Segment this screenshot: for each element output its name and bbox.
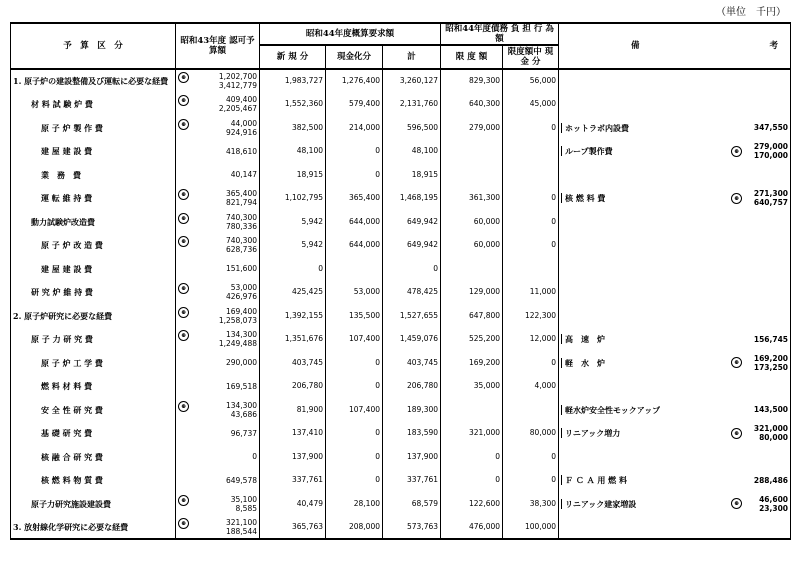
row-total: 0 (383, 257, 441, 281)
row-total: 68,579 (383, 492, 441, 516)
row-label: 動力試験炉改造費 (11, 210, 176, 234)
prev-value-2: 8,585 (235, 503, 257, 513)
row-prev-year (176, 140, 260, 164)
prev-value-2: 821,794 (225, 198, 257, 208)
row-remarks (559, 281, 791, 305)
row-period-cash: 45,000 (503, 93, 559, 117)
remark-mark-icon: ⊕ (731, 357, 742, 368)
row-cash: 214,000 (326, 116, 383, 140)
table-row (11, 351, 791, 375)
row-total: 48,100 (383, 140, 441, 164)
row-cash: 28,100 (326, 492, 383, 516)
row-period-cash: 0 (503, 445, 559, 469)
row-prev-year (176, 375, 260, 399)
remark-value: 288,486 (753, 475, 789, 485)
row-label: 3. 放射線化学研究に必要な経費 (11, 516, 176, 540)
row-label: 1. 原子炉の建設整備及び運転に必要な経費 (11, 69, 176, 93)
row-total: 2,131,760 (383, 93, 441, 117)
remark-text: ループ製作費 (561, 146, 613, 156)
row-total: 189,300 (383, 398, 441, 422)
prev-value-2: 43,686 (230, 409, 257, 419)
prev-value: 409,400 (225, 95, 257, 105)
remark-value: 46,600 (759, 494, 789, 504)
row-limit (441, 163, 503, 187)
row-total: 337,761 (383, 469, 441, 493)
remark-mark-icon: ⊕ (731, 193, 742, 204)
row-label: 安 全 性 研 究 費 (11, 398, 176, 422)
row-new: 403,745 (260, 351, 326, 375)
row-remarks (559, 257, 791, 281)
row-cash: 365,400 (326, 187, 383, 211)
remark-text: 軽 水 炉 (561, 358, 605, 368)
row-period-cash: 56,000 (503, 69, 559, 93)
remark-value: 156,745 (753, 334, 789, 344)
row-prev-year (176, 469, 260, 493)
row-remarks (559, 116, 791, 140)
row-remarks (559, 398, 791, 422)
row-new: 0 (260, 257, 326, 281)
row-prev-year (176, 187, 260, 211)
remark-text: Ｆ Ｃ Ａ 用 燃 料 (561, 475, 627, 485)
row-new: 5,942 (260, 234, 326, 258)
row-remarks (559, 469, 791, 493)
table-row (11, 516, 791, 540)
remark-value: 169,200 (753, 353, 789, 363)
row-remarks (559, 210, 791, 234)
prev-value: 169,400 (225, 306, 257, 316)
row-total: 596,500 (383, 116, 441, 140)
row-limit: 361,300 (441, 187, 503, 211)
row-remarks (559, 445, 791, 469)
row-remarks (559, 93, 791, 117)
row-limit: 129,000 (441, 281, 503, 305)
row-limit: 0 (441, 445, 503, 469)
prev-value-2: 2,205,467 (218, 104, 257, 114)
row-period-cash: 80,000 (503, 422, 559, 446)
table-row (11, 422, 791, 446)
row-total: 403,745 (383, 351, 441, 375)
row-new: 337,761 (260, 469, 326, 493)
row-limit: 35,000 (441, 375, 503, 399)
row-remarks (559, 375, 791, 399)
row-limit: 476,000 (441, 516, 503, 540)
table-row (11, 257, 791, 281)
row-prev-year (176, 328, 260, 352)
prev-value-2: 1,249,488 (218, 339, 257, 349)
prev-value: 1,202,700 (218, 72, 257, 82)
approved-mark-icon: ⊕ (178, 72, 189, 83)
row-total: 1,468,195 (383, 187, 441, 211)
row-cash: 644,000 (326, 234, 383, 258)
row-prev-year (176, 69, 260, 93)
row-total: 206,780 (383, 375, 441, 399)
prev-value-2: 628,736 (225, 245, 257, 255)
row-period-cash: 38,300 (503, 492, 559, 516)
row-label: 材 料 試 験 炉 費 (11, 93, 176, 117)
prev-value: 53,000 (230, 283, 257, 293)
table-row (11, 304, 791, 328)
row-cash: 0 (326, 445, 383, 469)
row-prev-year (176, 116, 260, 140)
row-remarks (559, 328, 791, 352)
header-remarks-2: 考 (769, 41, 779, 51)
row-total: 3,260,127 (383, 69, 441, 93)
row-cash: 208,000 (326, 516, 383, 540)
row-new: 206,780 (260, 375, 326, 399)
prev-value: 169,518 (225, 381, 257, 391)
row-new: 365,763 (260, 516, 326, 540)
remark-value-2: 170,000 (753, 151, 789, 161)
prev-value: 740,300 (225, 212, 257, 222)
table-row (11, 328, 791, 352)
row-limit: 647,800 (441, 304, 503, 328)
row-label: 運 転 維 持 費 (11, 187, 176, 211)
budget-table (10, 22, 791, 540)
header-prev-year: 昭和43年度 認可予算額 (176, 23, 260, 69)
remark-text: ホットラボ内設費 (561, 123, 629, 133)
table-row (11, 163, 791, 187)
row-prev-year (176, 422, 260, 446)
row-label: 2. 原子炉研究に必要な経費 (11, 304, 176, 328)
row-new: 48,100 (260, 140, 326, 164)
table-row (11, 210, 791, 234)
approved-mark-icon: ⊕ (178, 236, 189, 247)
row-prev-year (176, 351, 260, 375)
table-row (11, 445, 791, 469)
row-period-cash (503, 163, 559, 187)
header-cash: 現金化分 (326, 45, 383, 69)
row-new: 382,500 (260, 116, 326, 140)
row-new: 40,479 (260, 492, 326, 516)
table-row (11, 93, 791, 117)
table-row (11, 187, 791, 211)
row-cash: 579,400 (326, 93, 383, 117)
row-prev-year (176, 257, 260, 281)
row-cash: 0 (326, 469, 383, 493)
row-cash: 644,000 (326, 210, 383, 234)
row-label: 建 屋 建 設 費 (11, 140, 176, 164)
row-prev-year (176, 93, 260, 117)
row-limit: 640,300 (441, 93, 503, 117)
remark-mark-icon: ⊕ (731, 428, 742, 439)
approved-mark-icon: ⊕ (178, 330, 189, 341)
row-cash: 0 (326, 375, 383, 399)
remark-text: 軽水炉安全性モックアップ (561, 405, 660, 415)
row-prev-year (176, 445, 260, 469)
remark-value: 271,300 (753, 189, 789, 199)
row-period-cash: 0 (503, 187, 559, 211)
remark-value-2: 173,250 (753, 362, 789, 372)
table-row (11, 281, 791, 305)
row-period-cash (503, 140, 559, 164)
row-new: 1,983,727 (260, 69, 326, 93)
prev-value-2: 780,336 (225, 221, 257, 231)
approved-mark-icon: ⊕ (178, 307, 189, 318)
row-remarks (559, 140, 791, 164)
row-cash (326, 257, 383, 281)
row-total: 1,459,076 (383, 328, 441, 352)
row-new: 1,351,676 (260, 328, 326, 352)
row-new: 137,410 (260, 422, 326, 446)
prev-value: 290,000 (225, 358, 257, 368)
row-cash: 1,276,400 (326, 69, 383, 93)
row-total: 478,425 (383, 281, 441, 305)
remark-mark-icon: ⊕ (731, 498, 742, 509)
row-prev-year (176, 398, 260, 422)
row-remarks (559, 492, 791, 516)
header-debt-group: 昭和44年度債務 負 担 行 為 額 (441, 23, 559, 45)
row-prev-year (176, 281, 260, 305)
prev-value-2: 188,544 (225, 526, 257, 536)
remark-value: 279,000 (753, 142, 789, 152)
remark-value-2: 23,300 (759, 503, 789, 513)
table-row (11, 375, 791, 399)
prev-value: 44,000 (230, 118, 257, 128)
row-cash: 0 (326, 140, 383, 164)
prev-value-2: 1,258,073 (218, 315, 257, 325)
header-total: 計 (383, 45, 441, 69)
row-total: 18,915 (383, 163, 441, 187)
remark-text: リニアック増力 (561, 428, 620, 438)
row-period-cash (503, 257, 559, 281)
row-period-cash: 11,000 (503, 281, 559, 305)
header-category: 予 算 区 分 (11, 23, 176, 69)
row-period-cash: 0 (503, 351, 559, 375)
row-remarks (559, 516, 791, 540)
approved-mark-icon: ⊕ (178, 495, 189, 506)
prev-value: 418,610 (225, 146, 257, 156)
header-request-group: 昭和44年度概算要求額 (260, 23, 441, 45)
header-remarks (559, 23, 791, 69)
row-prev-year (176, 304, 260, 328)
remark-text: リニアック建家増設 (561, 499, 636, 509)
row-label: 業 務 費 (11, 163, 176, 187)
row-new: 1,102,795 (260, 187, 326, 211)
row-limit: 321,000 (441, 422, 503, 446)
approved-mark-icon: ⊕ (178, 518, 189, 529)
row-period-cash: 12,000 (503, 328, 559, 352)
row-label: 原 子 炉 工 学 費 (11, 351, 176, 375)
row-new: 5,942 (260, 210, 326, 234)
prev-value: 151,600 (225, 264, 257, 274)
row-remarks (559, 234, 791, 258)
header-period-cash: 限度額中 現 金 分 (503, 45, 559, 69)
row-period-cash (503, 398, 559, 422)
remark-text: 核 燃 料 費 (561, 193, 605, 203)
row-label: 研 究 炉 維 持 費 (11, 281, 176, 305)
row-total: 137,900 (383, 445, 441, 469)
row-new: 1,392,155 (260, 304, 326, 328)
prev-value-2: 426,976 (225, 292, 257, 302)
row-total: 183,590 (383, 422, 441, 446)
approved-mark-icon: ⊕ (178, 283, 189, 294)
approved-mark-icon: ⊕ (178, 189, 189, 200)
row-total: 649,942 (383, 234, 441, 258)
prev-value-2: 924,916 (225, 127, 257, 137)
unit-label: （単位 千円） (716, 7, 786, 18)
row-limit: 169,200 (441, 351, 503, 375)
table-row (11, 492, 791, 516)
prev-value: 0 (252, 452, 257, 462)
row-prev-year (176, 163, 260, 187)
row-label: 原 子 炉 製 作 費 (11, 116, 176, 140)
prev-value: 740,300 (225, 236, 257, 246)
row-label: 原子力研究施設建設費 (11, 492, 176, 516)
prev-value: 40,147 (230, 170, 257, 180)
row-prev-year (176, 492, 260, 516)
prev-value: 35,100 (230, 494, 257, 504)
table-row (11, 234, 791, 258)
row-remarks (559, 351, 791, 375)
row-limit: 525,200 (441, 328, 503, 352)
approved-mark-icon: ⊕ (178, 95, 189, 106)
row-limit: 0 (441, 469, 503, 493)
approved-mark-icon: ⊕ (178, 401, 189, 412)
approved-mark-icon: ⊕ (178, 213, 189, 224)
row-label: 燃 料 材 料 費 (11, 375, 176, 399)
row-cash: 107,400 (326, 328, 383, 352)
row-period-cash: 4,000 (503, 375, 559, 399)
row-remarks (559, 69, 791, 93)
row-cash: 53,000 (326, 281, 383, 305)
prev-value: 649,578 (225, 475, 257, 485)
table-row (11, 469, 791, 493)
row-limit (441, 257, 503, 281)
row-cash: 0 (326, 163, 383, 187)
row-remarks (559, 422, 791, 446)
row-remarks (559, 163, 791, 187)
row-new: 18,915 (260, 163, 326, 187)
remark-text: 高 速 炉 (561, 334, 605, 344)
remark-value: 347,550 (753, 123, 789, 133)
row-cash: 107,400 (326, 398, 383, 422)
table-row (11, 116, 791, 140)
row-total: 649,942 (383, 210, 441, 234)
table-row (11, 140, 791, 164)
row-limit: 60,000 (441, 210, 503, 234)
row-remarks (559, 304, 791, 328)
row-prev-year (176, 210, 260, 234)
header-new: 新 規 分 (260, 45, 326, 69)
table-row (11, 398, 791, 422)
row-period-cash: 100,000 (503, 516, 559, 540)
row-new: 425,425 (260, 281, 326, 305)
row-period-cash: 0 (503, 234, 559, 258)
row-cash: 135,500 (326, 304, 383, 328)
row-new: 137,900 (260, 445, 326, 469)
row-period-cash: 0 (503, 469, 559, 493)
row-label: 核 融 合 研 究 費 (11, 445, 176, 469)
row-total: 1,527,655 (383, 304, 441, 328)
row-period-cash: 0 (503, 116, 559, 140)
header-remarks-1: 備 (631, 41, 640, 51)
row-limit: 279,000 (441, 116, 503, 140)
remark-value: 143,500 (753, 405, 789, 415)
row-limit: 829,300 (441, 69, 503, 93)
row-remarks (559, 187, 791, 211)
header-limit: 限 度 額 (441, 45, 503, 69)
table-row (11, 69, 791, 93)
table-body (11, 69, 791, 539)
prev-value: 365,400 (225, 189, 257, 199)
remark-value: 321,000 (753, 424, 789, 434)
row-cash: 0 (326, 422, 383, 446)
row-label: 建 屋 建 設 費 (11, 257, 176, 281)
prev-value-2: 3,412,779 (218, 81, 257, 91)
row-prev-year (176, 516, 260, 540)
row-period-cash: 122,300 (503, 304, 559, 328)
row-label: 原 子 炉 改 造 費 (11, 234, 176, 258)
approved-mark-icon: ⊕ (178, 119, 189, 130)
remark-mark-icon: ⊕ (731, 146, 742, 157)
row-limit (441, 398, 503, 422)
remark-value-2: 80,000 (759, 433, 789, 443)
row-limit (441, 140, 503, 164)
row-new: 1,552,360 (260, 93, 326, 117)
prev-value: 321,100 (225, 517, 257, 527)
row-total: 573,763 (383, 516, 441, 540)
row-label: 核 燃 料 物 質 費 (11, 469, 176, 493)
remark-value-2: 640,757 (753, 198, 789, 208)
row-new: 81,900 (260, 398, 326, 422)
row-label: 原 子 力 研 究 費 (11, 328, 176, 352)
row-limit: 122,600 (441, 492, 503, 516)
row-period-cash: 0 (503, 210, 559, 234)
row-label: 基 礎 研 究 費 (11, 422, 176, 446)
prev-value: 96,737 (230, 428, 257, 438)
prev-value: 134,300 (225, 330, 257, 340)
prev-value: 134,300 (225, 400, 257, 410)
row-limit: 60,000 (441, 234, 503, 258)
row-cash: 0 (326, 351, 383, 375)
row-prev-year (176, 234, 260, 258)
